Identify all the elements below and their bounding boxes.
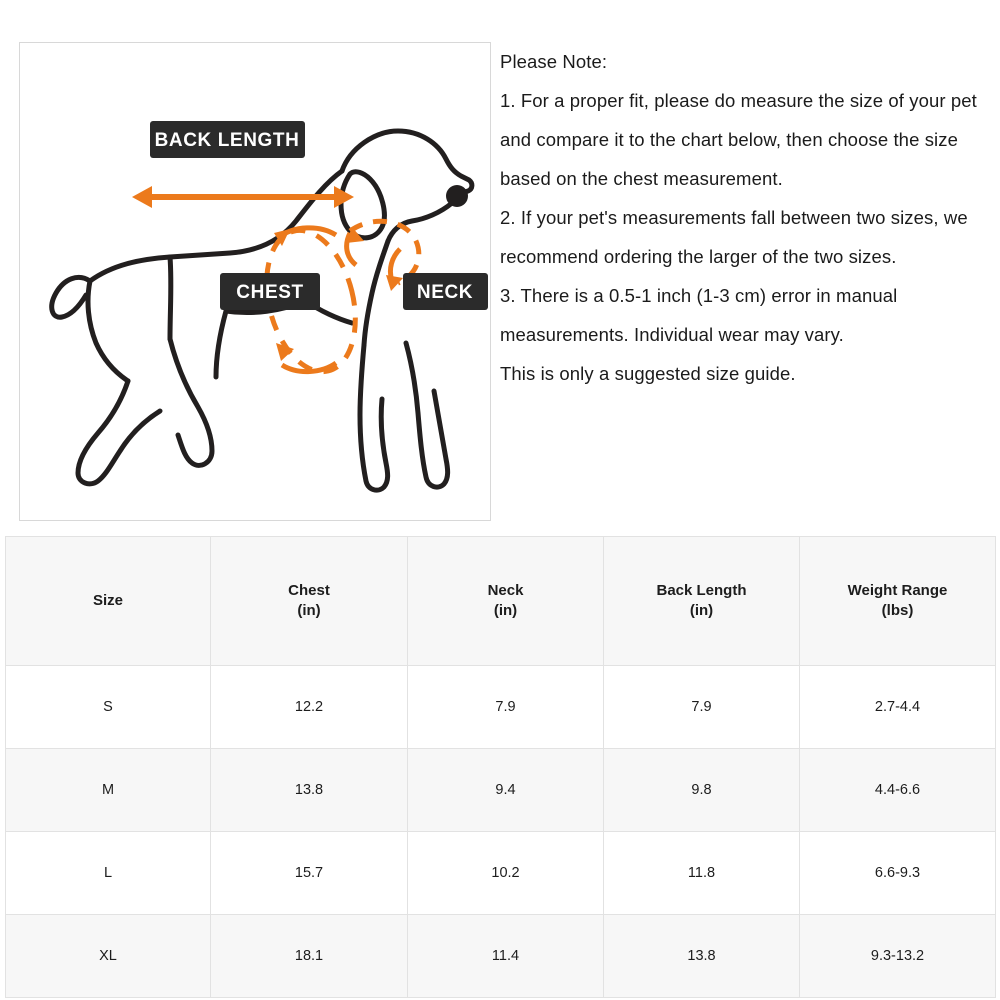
cell-weight-range: 2.7-4.4 [800, 666, 996, 749]
note-item-1: 1. For a proper fit, please do measure the size of your pet and compare it to the chart below, then choose the size based on the chest measurement. [500, 90, 977, 189]
header-neck-title: Neck [487, 582, 524, 599]
cell-back-length: 7.9 [604, 666, 800, 749]
please-note-block [500, 42, 997, 393]
note-item-3: 3. There is a 0.5-1 inch (1-3 cm) error in manual measurements. Individual wear may vary. [500, 285, 898, 345]
dog-outline [52, 131, 472, 490]
header-weight-range [800, 537, 996, 666]
svg-text:CHEST: CHEST [236, 282, 304, 303]
cell-neck: 11.4 [408, 915, 604, 998]
diagram-label-neck [403, 273, 488, 310]
cell-neck: 10.2 [408, 832, 604, 915]
cell-back-length: 11.8 [604, 832, 800, 915]
diagram-label-back-length [150, 121, 305, 158]
cell-weight-range: 4.4-6.6 [800, 749, 996, 832]
cell-weight-range: 6.6-9.3 [800, 832, 996, 915]
header-back-length-title: Back Length [656, 582, 747, 599]
table-row [6, 749, 996, 832]
header-chest [211, 537, 408, 666]
header-size [6, 537, 211, 666]
cell-chest: 12.2 [211, 666, 408, 749]
size-chart-table [5, 536, 996, 998]
dog-measurement-diagram [19, 42, 491, 521]
svg-text:NECK: NECK [416, 282, 474, 303]
header-weight-range-title: Weight Range [847, 582, 948, 599]
table-row [6, 666, 996, 749]
cell-chest: 18.1 [211, 915, 408, 998]
table-row [6, 832, 996, 915]
header-weight-range-unit: (lbs) [881, 602, 914, 619]
cell-size: M [6, 749, 211, 832]
header-chest-unit: (in) [297, 602, 321, 619]
cell-back-length: 13.8 [604, 915, 800, 998]
note-item-2: 2. If your pet's measurements fall between two sizes, we recommend ordering the larger of the two sizes. [500, 207, 968, 267]
cell-neck: 7.9 [408, 666, 604, 749]
header-neck [408, 537, 604, 666]
diagram-label-chest [220, 273, 320, 310]
note-heading: Please Note: [500, 51, 608, 72]
cell-chest: 15.7 [211, 832, 408, 915]
header-back-length-unit: (in) [689, 602, 714, 619]
table-row [6, 915, 996, 998]
dog-diagram-svg [20, 43, 490, 520]
cell-size: XL [6, 915, 211, 998]
cell-size: S [6, 666, 211, 749]
table-header-row [6, 537, 996, 666]
cell-neck: 9.4 [408, 749, 604, 832]
cell-weight-range: 9.3-13.2 [800, 915, 996, 998]
cell-chest: 13.8 [211, 749, 408, 832]
header-size-title: Size [92, 592, 123, 609]
note-item-4: This is only a suggested size guide. [500, 363, 796, 384]
cell-size: L [6, 832, 211, 915]
cell-back-length: 9.8 [604, 749, 800, 832]
header-neck-unit: (in) [493, 602, 518, 619]
header-chest-title: Chest [288, 582, 330, 599]
svg-text:BACK LENGTH: BACK LENGTH [154, 130, 300, 151]
header-back-length [604, 537, 800, 666]
